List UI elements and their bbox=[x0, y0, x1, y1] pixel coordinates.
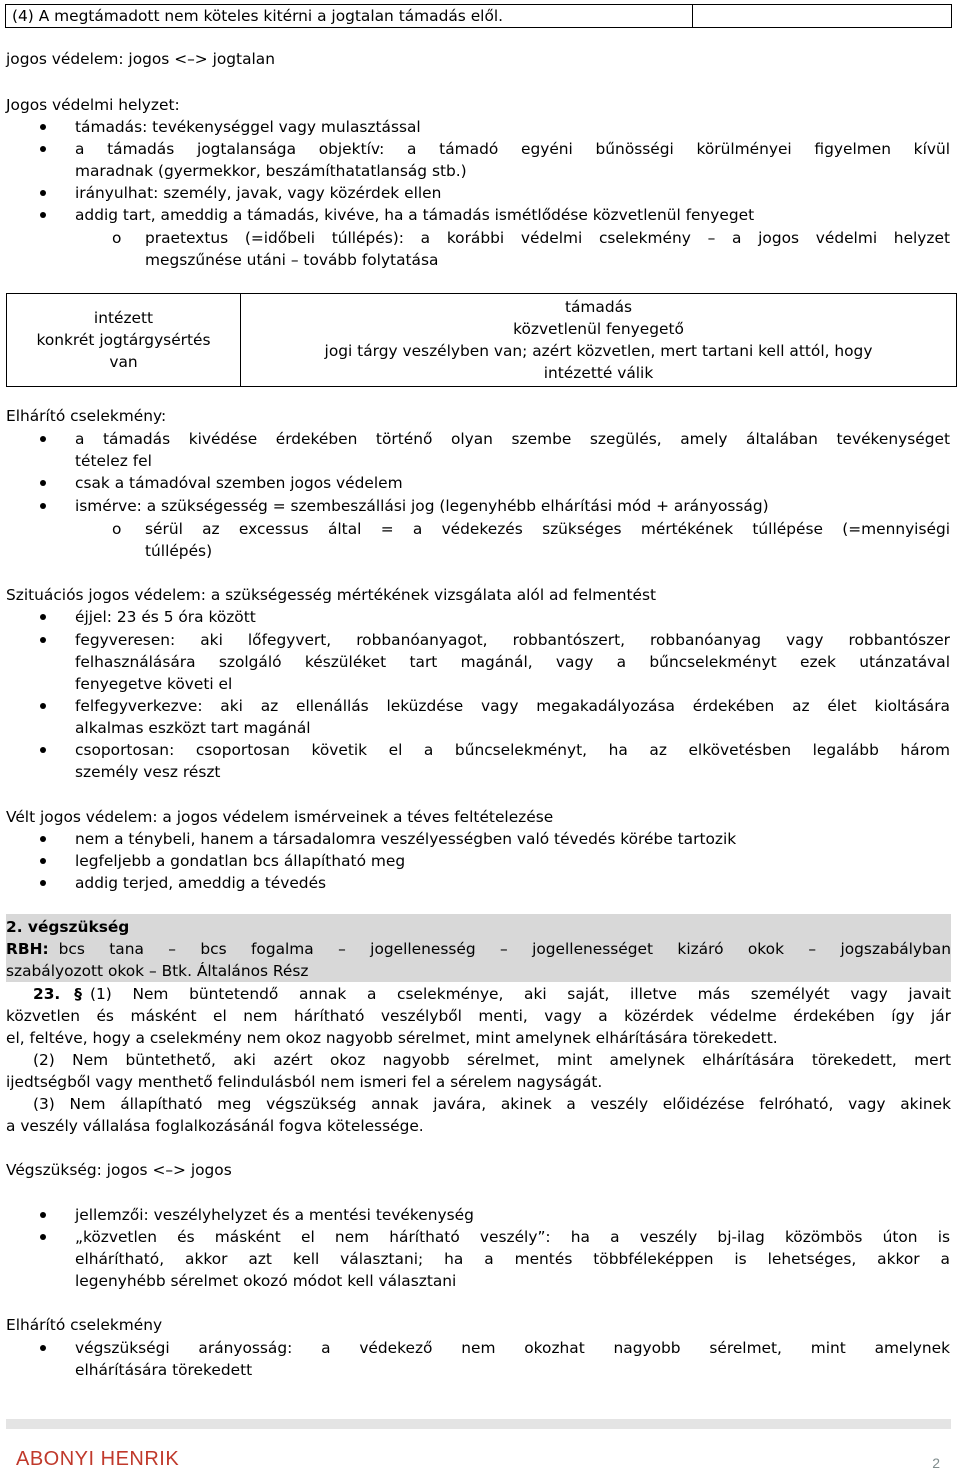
bullet-icon bbox=[40, 1234, 46, 1240]
table-cell-kozvetlenul: közvetlenül fenyegető bbox=[513, 320, 684, 338]
elharito-b1b: tételez fel bbox=[75, 452, 152, 470]
p23-3b: a veszély vállalása foglalkozásánál fogva kötelessége. bbox=[6, 1117, 424, 1135]
velt-b2: legfeljebb a gondatlan bcs állapítható meg bbox=[75, 852, 406, 870]
bullet-icon bbox=[40, 1345, 46, 1351]
elharito-title: Elhárító cselekmény: bbox=[6, 407, 167, 425]
rbh-label: RBH: bbox=[6, 940, 49, 958]
el2-b1b: elhárítására törekedett bbox=[75, 1361, 253, 1379]
helyzet-b4: addig tart, ameddig a támadás, kivéve, ha a támadás ismétlődése közvetlenül fenyeget bbox=[75, 206, 755, 224]
table-cell-tamadas: támadás bbox=[564, 298, 633, 316]
p23-2b: ijedtségből vagy menthető felindulásból nem ismeri fel a sérelem nagyságát. bbox=[6, 1073, 603, 1091]
line-jogos-vedelem: jogos védelem: jogos <–> jogtalan bbox=[6, 50, 275, 68]
table-cell-jogi-targy: jogi tárgy veszélyben van; azért közvetlen, mert tartani kell attól, hogy bbox=[324, 342, 873, 360]
bullet-icon bbox=[40, 614, 46, 620]
page-number: 2 bbox=[932, 1455, 940, 1471]
p23-1a: (1) Nem büntetendő annak a cselekménye, aki saját, illetve más személyét vagy javait bbox=[89, 985, 951, 1003]
bullet-icon bbox=[40, 146, 46, 152]
p23-1b: közvetlen és másként el nem hárítható veszélyből menti, vagy a közérdek védelme érdekében így jár bbox=[6, 1007, 951, 1025]
p23-2a: (2) Nem büntethető, aki azért okoz nagyobb sérelmet, mint amelynek elhárítására törekedett, mert bbox=[33, 1051, 951, 1069]
szit-b4b: személy vesz részt bbox=[75, 763, 221, 781]
table-cell-van: van bbox=[109, 353, 138, 371]
bullet-icon bbox=[40, 190, 46, 196]
vsz-title: Végszükség: jogos <–> jogos bbox=[6, 1161, 232, 1179]
velt-title: Vélt jogos védelem: a jogos védelem ismérveinek a téves feltételezése bbox=[6, 808, 554, 826]
p23-num: 23. bbox=[33, 985, 61, 1003]
bullet-icon bbox=[40, 747, 46, 753]
velt-b3: addig terjed, ameddig a tévedés bbox=[75, 874, 327, 892]
szit-b3b: alkalmas eszközt tart magánál bbox=[75, 719, 311, 737]
helyzet-b3: irányulhat: személy, javak, vagy közérdek ellen bbox=[75, 184, 442, 202]
szit-b4a: csoportosan: csoportosan követik el a bűncselekményt, ha az elkövetésben legalább három bbox=[75, 741, 950, 759]
bullet-icon bbox=[40, 503, 46, 509]
bullet-icon bbox=[40, 637, 46, 643]
section-sign: § bbox=[74, 985, 82, 1003]
bullet-icon bbox=[40, 124, 46, 130]
el2-title: Elhárító cselekmény bbox=[6, 1316, 163, 1334]
bullet-icon bbox=[40, 880, 46, 886]
table-cell-intezette: intézetté válik bbox=[543, 364, 654, 382]
bullet-icon bbox=[40, 212, 46, 218]
helyzet-title: Jogos védelmi helyzet: bbox=[6, 96, 180, 114]
bullet-icon bbox=[40, 480, 46, 486]
bullet-icon bbox=[40, 858, 46, 864]
top-row-box bbox=[5, 4, 952, 28]
top-row-text: (4) A megtámadott nem köteles kitérni a jogtalan támadás elől. bbox=[6, 5, 693, 27]
vsz-b2b: elhárítható, akkor azt kell választani; ha a mentés többféleképpen is lehetséges, akkor a bbox=[75, 1250, 950, 1268]
elharito-sub-b: túllépés) bbox=[145, 542, 213, 560]
szit-b2c: fenyegetve követi el bbox=[75, 675, 233, 693]
rbh-row-1 bbox=[6, 938, 951, 960]
szit-b2a: fegyveresen: aki lőfegyvert, robbanóanyagot, robbantószert, robbanóanyag vagy robbantószer bbox=[75, 631, 950, 649]
footer-author: ABONYI HENRIK bbox=[16, 1448, 180, 1470]
szit-b1: éjjel: 23 és 5 óra között bbox=[75, 608, 256, 626]
helyzet-b2a: a támadás jogtalansága objektív: a támadó egyéni bűnösségi körülményei figyelmen kívül bbox=[75, 140, 950, 158]
p23-row-1 bbox=[33, 983, 951, 1005]
elharito-b2: csak a támadóval szemben jogos védelem bbox=[75, 474, 403, 492]
szit-b3a: felfegyverkezve: aki az ellenállás leküzdése vagy megakadályozása érdekében az élet kioltására bbox=[75, 697, 950, 715]
vsz-b2a: „közvetlen és másként el nem hárítható veszély”: ha a veszély bj-ilag közömbös úton is bbox=[75, 1228, 950, 1246]
bullet-icon bbox=[40, 703, 46, 709]
elharito-b3: ismérve: a szükségesség = szembeszállási jog (legenyhébb elhárítási mód + arányosság) bbox=[75, 497, 769, 515]
circle-bullet-icon: o bbox=[112, 229, 122, 247]
vegszukseg-heading: 2. végszükség bbox=[6, 918, 130, 936]
tamadas-table bbox=[6, 293, 957, 387]
velt-b1: nem a ténybeli, hanem a társadalomra veszélyességben való tévedés körébe tartozik bbox=[75, 830, 737, 848]
vsz-b2c: legenyhébb sérelmet okozó módot kell választani bbox=[75, 1272, 457, 1290]
vsz-b1: jellemzői: veszélyhelyzet és a mentési tevékenység bbox=[75, 1206, 474, 1224]
bullet-icon bbox=[40, 836, 46, 842]
bullet-icon bbox=[40, 1212, 46, 1218]
table-cell-intezett: intézett bbox=[93, 309, 154, 327]
p23-1c: el, feltéve, hogy a cselekmény nem okoz nagyobb sérelmet, mint amelynek elhárítására törekedett. bbox=[6, 1029, 778, 1047]
el2-b1a: végszükségi arányosság: a védekező nem okozhat nagyobb sérelmet, mint amelynek bbox=[75, 1339, 950, 1357]
table-cell-konkret: konkrét jogtárgysértés bbox=[36, 331, 211, 349]
rbh-text-a: bcs tana – bcs fogalma – jogellenesség – jogellenességet kizáró okok – jogszabályban bbox=[58, 940, 951, 958]
helyzet-b1: támadás: tevékenységgel vagy mulasztással bbox=[75, 118, 421, 136]
szit-title: Szituációs jogos védelem: a szükségesség mértékének vizsgálata alól ad felmentést bbox=[6, 586, 657, 604]
p23-3a: (3) Nem állapítható meg végszükség annak javára, akinek a veszély előidézése felróható, vagy akinek bbox=[33, 1095, 951, 1113]
bullet-icon bbox=[40, 436, 46, 442]
rbh-text-b: szabályozott okok – Btk. Általános Rész bbox=[6, 962, 309, 980]
szit-b2b: felhasználására szolgáló készüléket tart magánál, vagy a bűncselekményt ezek utánzatával bbox=[75, 653, 950, 671]
helyzet-b2b: maradnak (gyermekkor, beszámíthatatlanság stb.) bbox=[75, 162, 467, 180]
footer-divider bbox=[6, 1419, 951, 1429]
helyzet-sub-b: megszűnése utáni – tovább folytatása bbox=[145, 251, 439, 269]
elharito-b1a: a támadás kivédése érdekében történő olyan szembe szegülés, amely általában tevékenységet bbox=[75, 430, 950, 448]
helyzet-sub-a: praetextus (=időbeli túllépés): a korábbi védelmi cselekmény – a jogos védelmi helyzet bbox=[145, 229, 950, 247]
circle-bullet-icon: o bbox=[112, 520, 122, 538]
elharito-sub-a: sérül az excessus által = a védekezés szükséges mértékének túllépése (=mennyiségi bbox=[145, 520, 950, 538]
